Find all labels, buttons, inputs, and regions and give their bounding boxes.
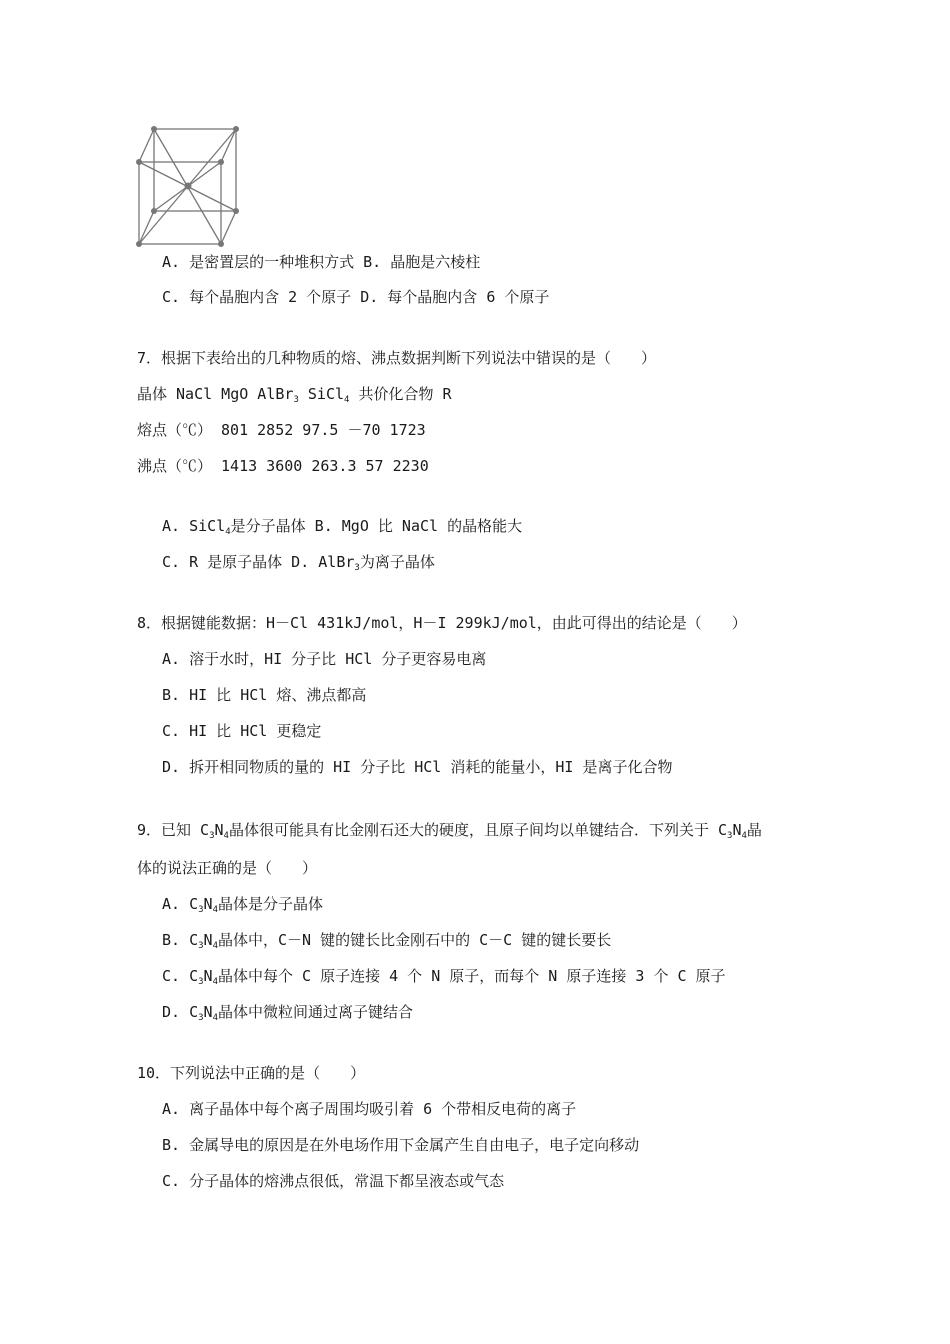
q10-stem: 10．下列说法中正确的是（ ） — [137, 1064, 366, 1082]
q9-option-b: B. $C_3N_4$晶体中，C－N 键的键长比金刚石中的 C－C 键的键长要长 — [162, 931, 612, 951]
q9-stem: 9．已知 $C_3N_4$晶体很可能具有比金刚石还大的硬度，且原子间均以单键结合．下列关于 $C_3N_4$晶 — [137, 821, 762, 841]
q7-option-a-b: A. SiCl$_4$是分子晶体 B. MgO 比 NaCl 的晶格能大 — [162, 517, 523, 537]
q6-option-a-b: A. 是密置层的一种堆积方式 B. 晶胞是六棱柱 — [162, 253, 481, 271]
q7-stem: 7．根据下表给出的几种物质的熔、沸点数据判断下列说法中错误的是（ ） — [137, 349, 657, 367]
q10-option-b: B. 金属导电的原因是在外电场作用下金属产生自由电子，电子定向移动 — [162, 1136, 640, 1154]
crystal-lattice-icon — [134, 124, 244, 249]
q7-row-melting: 熔点（℃） 801 2852 97.5 －70 1723 — [137, 421, 426, 439]
q9-option-c: C. $C_3N_4$晶体中每个 C 原子连接 4 个 N 原子，而每个 N 原子连接 3 个 C 原子 — [162, 967, 726, 987]
q7-option-c-d: C. R 是原子晶体 D. AlBr$_3$为离子晶体 — [162, 553, 435, 573]
q7-row-crystal: 晶体 NaCl MgO AlBr$_3$ SiCl$_4$ 共价化合物 R — [137, 385, 452, 405]
q9-stem-line2: 体的说法正确的是（ ） — [137, 859, 318, 877]
q8-option-a: A. 溶于水时，HI 分子比 HCl 分子更容易电离 — [162, 650, 487, 668]
q10-option-a: A. 离子晶体中每个离子周围均吸引着 6 个带相反电荷的离子 — [162, 1100, 577, 1118]
q8-option-d: D. 拆开相同物质的量的 HI 分子比 HCl 消耗的能量小，HI 是离子化合物 — [162, 758, 673, 776]
q10-option-c: C. 分子晶体的熔沸点很低，常温下都呈液态或气态 — [162, 1172, 505, 1190]
q6-option-c-d: C. 每个晶胞内含 2 个原子 D. 每个晶胞内含 6 个原子 — [162, 288, 550, 306]
q7-row-boiling: 沸点（℃） 1413 3600 263.3 57 2230 — [137, 457, 429, 475]
q8-option-b: B. HI 比 HCl 熔、沸点都高 — [162, 686, 367, 704]
q9-option-a: A. $C_3N_4$晶体是分子晶体 — [162, 895, 324, 915]
q8-stem: 8．根据键能数据：H－Cl 431kJ/mol，H－I 299kJ/mol，由此可得出的结论是（ ） — [137, 614, 747, 632]
q8-option-c: C. HI 比 HCl 更稳定 — [162, 722, 322, 740]
q9-option-d: D. $C_3N_4$晶体中微粒间通过离子键结合 — [162, 1003, 414, 1023]
